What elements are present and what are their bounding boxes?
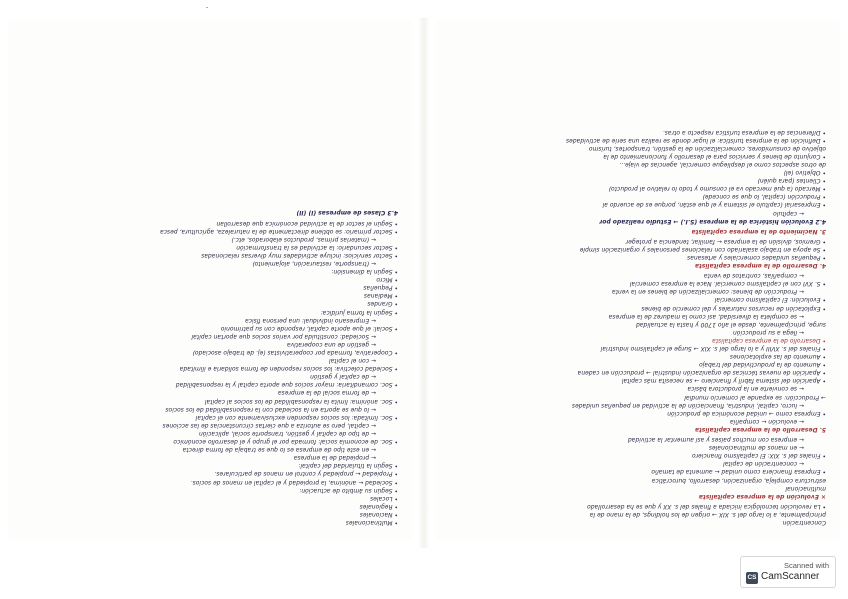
note-line: • Evolución: El capitalismo comercial <box>714 296 826 304</box>
page-fold <box>418 18 430 548</box>
note-line: • Según la forma jurídica: <box>320 308 398 316</box>
note-line: • Pequeñas <box>363 284 398 292</box>
note-line: • S. XVI con el capitalismo comercial. Nace la empresa comercial <box>629 280 826 288</box>
note-line: • Aumento de la productividad del trabajo <box>699 361 826 369</box>
note-line: • Nacionales <box>359 510 398 518</box>
note-line: ← empresa con muchos países y así aumentar la actividad <box>627 436 804 444</box>
note-line: • Soc. de economía social: formada por el grupo y el desarrollo económico <box>173 438 398 446</box>
note-line: • Social: el que aporte capital, responde con su patrimonio <box>220 324 398 332</box>
note-line: • Sector primario: se obtiene directamente de la naturaleza, agricultura, pesca <box>160 227 398 235</box>
note-line: • Grandes <box>367 300 398 308</box>
note-line: • Empresarial (capítulo el sistema y el que están, porque es de acuerdo al <box>602 201 826 209</box>
margin-mark: - <box>206 4 209 11</box>
note-line: • Aparición de nuevas técnicas de organización industrial → producción en cadena <box>577 369 826 377</box>
note-line: ← capítulo <box>773 209 804 217</box>
note-line: → Producción: se expande al comercio mundial <box>684 393 826 401</box>
note-line: • Objetivo (el) <box>783 169 826 177</box>
rotated-page-content <box>8 20 412 540</box>
note-line: 4.3 Clases de empresas (I) (II) <box>296 209 398 217</box>
note-line: • Definición de la empresa turística: el lugar donde se realiza una serie de actividades <box>565 136 826 144</box>
note-line: multinacional <box>785 484 826 492</box>
note-line: • Empresa financiera como unidad ← aumenta de tamaño <box>651 468 826 476</box>
note-line: ← lucro, capital, industria, financiación de la actividad en pequeñas unidades <box>571 401 804 409</box>
note-line: • Sociedad colectiva: los socios responden de forma solidaria e ilimitada <box>179 365 398 373</box>
note-line: • Regionales <box>359 502 398 510</box>
note-line: • Gremios, división de la empresa ← familiar, tendencia a proteger <box>625 237 826 245</box>
note-line: • Medianas <box>363 292 398 300</box>
note-line: ← propiedad de la empresa <box>293 454 376 462</box>
note-line: ← (transporte, restauración, alojamiento) <box>252 260 376 267</box>
note-line: × Evolución de la empresa capitalista <box>698 492 826 500</box>
note-line: • Sector servicios: incluye actividades muy diversas relacionadas <box>201 251 398 259</box>
note-line: • Aumento de las explotaciones <box>729 353 826 361</box>
camscanner-logo-icon <box>746 572 758 584</box>
note-line: ← de forma social de la empresa <box>278 389 376 397</box>
note-line: • Según la dimensión: <box>331 268 398 276</box>
note-line: ← evolución ← compañía <box>729 417 804 425</box>
note-line: ← Producción de bienes: comercialización de bienes en la venta <box>611 288 804 296</box>
note-line: • Mercado (a qué mercado va el consumo y todo lo relativo al producto) <box>608 185 826 193</box>
note-line: ← Empresario individual: una persona física <box>245 316 376 324</box>
note-line: • Micro <box>376 276 398 284</box>
note-line: • Aparición del sistema fabril y financiero → se necesita más capital <box>621 377 826 385</box>
logo-text: CS <box>747 574 757 581</box>
camscanner-badge <box>740 556 836 588</box>
note-line: ← de tipo de capital y gestión, transporte social, aplicación <box>198 429 376 437</box>
note-line: ← capital, pero se autoriza a que ciertas circunstancias de las acciones <box>162 421 376 429</box>
note-line: 5. Desarrollo de la empresa capitalista <box>694 425 826 433</box>
note-line: • La revolución tecnológica iniciada a finales del s. XX y que se ha desarrollado <box>587 502 826 510</box>
notes-page-right <box>436 20 840 540</box>
rotated-page-content <box>436 20 840 540</box>
note-line: de otros aspectos como el despliegue comercial, agencias de viaje... <box>619 160 826 168</box>
note-line: ← lo que se aporta en la sociedad con la responsabilidad de los socios <box>165 405 376 413</box>
note-line: estructura compleja, organización, desarrollo, burocrática <box>651 476 826 484</box>
note-line: surge, principalmente, desde el año 1700 y hasta la actualidad <box>636 320 826 328</box>
note-line: • Explotación de recursos naturales y del comercio de bienes <box>641 304 826 312</box>
note-line: ← Sociedad: constituida por varios socios que aportan capital <box>191 332 376 340</box>
note-line: • Multinacionales <box>345 519 398 526</box>
badge-caption: Scanned with <box>783 561 829 570</box>
note-line: • Conjunto de bienes y servicios para el desarrollo y funcionamiento de la <box>603 152 826 160</box>
note-line: • Se apoya en trabajo asalariado con relaciones personales y organización simple <box>579 245 826 253</box>
note-line: • Según la titularidad del capital: <box>298 462 398 470</box>
note-line: ← en este tipo de empresa es lo que se trabaja de forma directa <box>182 446 376 454</box>
note-line: principalmente, a lo largo del s. XIX → origen de los holdings, de la mano de la <box>589 510 826 518</box>
note-line: ← gestión de una cooperativa <box>286 340 376 348</box>
note-line: • Locales <box>370 494 398 502</box>
note-line: objetivo de consumidores, comercialización de la gestión, transportes, turismo <box>588 144 826 152</box>
note-line: • Diferencias de la empresa turística respecto a otras. <box>662 128 826 136</box>
notes-page-left <box>8 20 412 540</box>
notes-lines-right <box>448 128 826 527</box>
note-line: • Sociedad ← anónima, la propiedad y el capital en manos de socios. <box>190 478 398 486</box>
note-line: • Finales del s. XVIII y a lo largo del s. XIX → Surge el capitalismo industrial <box>600 345 826 353</box>
note-line: 3. Nacimiento de la empresa capitalista <box>691 227 826 235</box>
note-line: ← (materias primas, productos elaborados, etc.) <box>231 235 376 243</box>
note-line: • Producción (capital, lo que se concede) <box>702 193 826 201</box>
note-line: • Soc. comanditaria: mayor socios que aporta capital y la responsabilidad <box>175 381 398 389</box>
note-line: ← se completa la diversidad, así como la madurez de la empresa <box>608 312 804 320</box>
note-line: ← en manos de multinacionales <box>708 444 804 452</box>
note-line: • Finales del s. XIX: El capitalismo financiero <box>691 452 826 460</box>
note-line: • Sector secundario: la actividad es la transformación <box>236 243 398 251</box>
note-line: ← llega a su producción <box>732 328 804 336</box>
note-line: • Pequeñas unidades comerciales y artesanas <box>687 254 826 261</box>
note-line: • Empresa como → unidad económica de producción <box>667 409 826 417</box>
note-line: ← se convierte en la productora básica <box>687 385 804 393</box>
note-line: ← de capital y gestión <box>310 373 376 381</box>
note-line: • Desarrollo de la empresa capitalista <box>712 336 826 344</box>
note-line: 4.2 Evolución histórica de la empresa (S.I.) → Estudio realizado por <box>599 217 826 225</box>
note-line: ← concentración de capital <box>723 460 804 468</box>
badge-brand: CamScanner <box>761 571 820 582</box>
note-line: • Clientes (para quién) <box>757 177 826 185</box>
note-line: • Soc. anónima: limita la responsabilidad de los socios al capital <box>204 397 398 405</box>
note-line: 4. Desarrollo de la empresa capitalista <box>694 262 826 270</box>
note-line: • Según su ámbito de actuación: <box>299 486 398 494</box>
note-line: • Propiedad ← propiedad y control en manos de particulares. <box>214 470 398 478</box>
note-line: • Cooperativa, formada por cooperativistas (ej. de trabajo asociado) <box>192 349 398 357</box>
note-line: ← compañías, contratos de venta <box>703 272 804 280</box>
note-line: Concentración <box>782 519 826 526</box>
note-line: • Soc. limitada: los socios responden exclusivamente con el capital <box>195 413 398 421</box>
notes-lines-left <box>20 208 398 526</box>
note-line: • Según el sector de la actividad económica que desarrollan <box>216 219 398 227</box>
note-line: ← con el capital <box>328 357 376 365</box>
